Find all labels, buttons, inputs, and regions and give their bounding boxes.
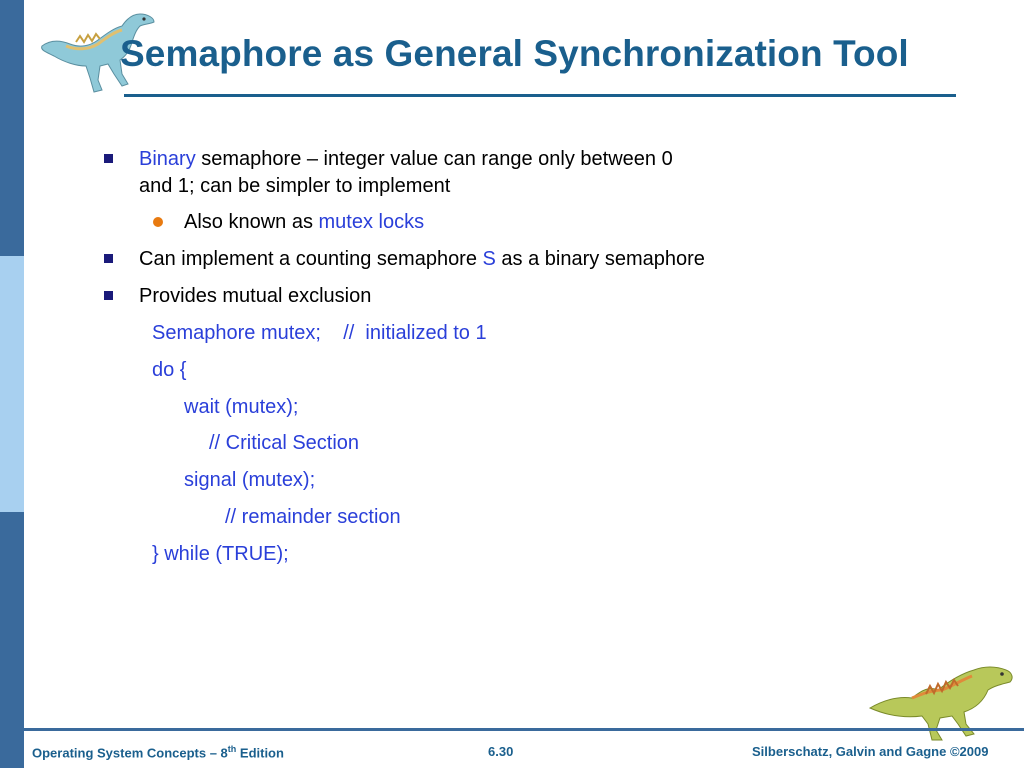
bullet-binary-text-line2: and 1; can be simpler to implement (139, 175, 451, 197)
sidebar-band-bottom (0, 512, 24, 768)
code-line-wait: wait (mutex); (184, 396, 299, 418)
bullet-counting-before: Can implement a counting semaphore (139, 248, 483, 270)
bullet-mutual-exclusion: Provides mutual exclusion (139, 285, 372, 307)
footer-book-title-suffix: Edition (236, 745, 284, 761)
round-bullet-icon (153, 217, 163, 227)
footer-rule (24, 728, 1024, 731)
footer-page-number: 6.30 (488, 744, 514, 759)
s-highlight: S (482, 248, 496, 270)
slide-title: Semaphore as General Synchronization Tool (120, 33, 909, 74)
bullet-binary-text: semaphore – integer value can range only between 0 (195, 148, 673, 170)
code-line-declaration: Semaphore mutex; // initialized to 1 (152, 322, 487, 344)
bullet-counting-after: as a binary semaphore (495, 248, 705, 270)
code-line-critical-section: // Critical Section (209, 432, 360, 454)
sub-bullet-text: Also known as (184, 211, 319, 233)
square-bullet-icon (104, 254, 113, 263)
square-bullet-icon (104, 291, 113, 300)
dinosaur-logo-bottom-icon (866, 660, 1018, 744)
footer-book-title (32, 744, 284, 760)
code-line-do: do { (152, 359, 187, 381)
square-bullet-icon (104, 154, 113, 163)
code-line-while: } while (TRUE); (152, 543, 289, 565)
sidebar-band-middle (0, 256, 24, 512)
footer-authors: Silberschatz, Galvin and Gagne ©2009 (752, 744, 989, 759)
bullet-binary-semaphore (139, 148, 673, 171)
footer-book-title-prefix: Operating System Concepts – 8 (32, 745, 228, 761)
footer-edition-sup: th (227, 744, 237, 754)
code-line-signal: signal (mutex); (184, 469, 316, 491)
sidebar-band-top (0, 0, 24, 256)
title-underline (124, 94, 956, 97)
bullet-counting-semaphore (139, 248, 705, 271)
binary-highlight: Binary (139, 148, 196, 170)
sub-bullet-mutex (184, 211, 424, 234)
mutex-locks-highlight: mutex locks (318, 211, 425, 233)
code-line-remainder-section: // remainder section (225, 506, 401, 528)
